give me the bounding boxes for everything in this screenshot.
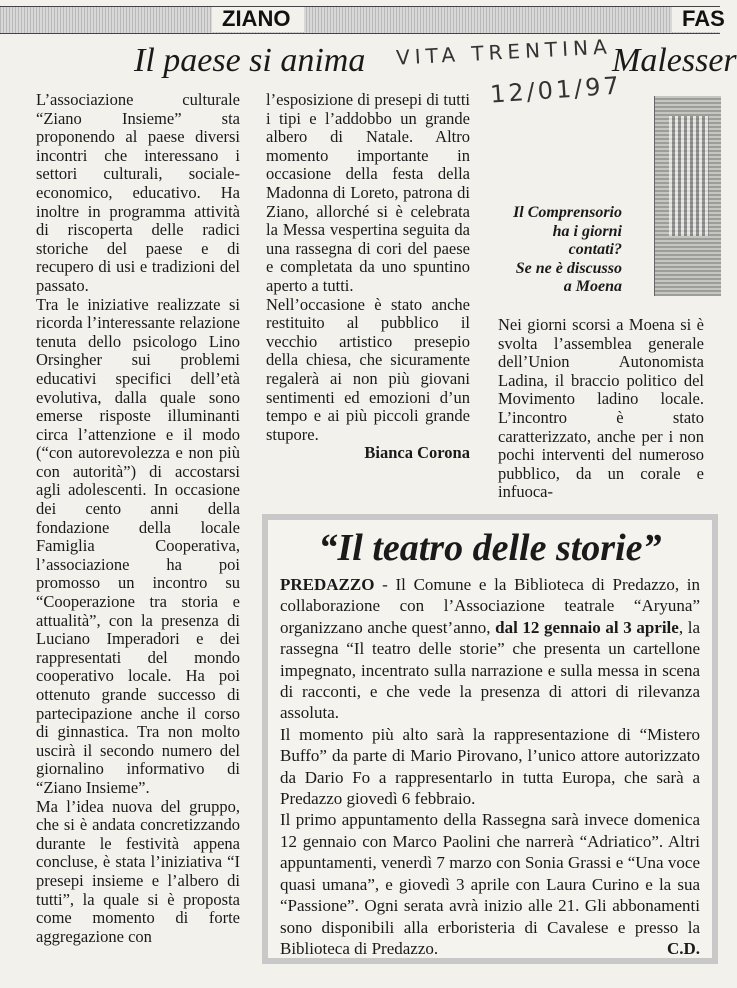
teatro-paragraph-3: Il primo appuntamento della Rassegna sarà invece domenica 12 gennaio con Marco Paolini che narrerà “Adriatico”. Altri appuntamenti, venerdì 7 marzo con Sonia Grassi e “Una voce quasi umana”, e giovedì 3 aprile con Laura Curino e la sua “Passione”. Ogni serata avrà inizio alle 21. Gli abbonamenti sono disponibili alla erboristeria di Cavalese e presso la Biblioteca di Predazzo. C.D. [280, 810, 700, 958]
article-paragraph: Ma l’idea nuova del gruppo, che si è andata concretizzando durante le festività appena concluse, è stata l’iniziativa “I presepi insieme e l’albero di tutti”, la quale si è proposta come momento di forte aggregazione con [36, 796, 240, 946]
article-paragraph: Nei giorni scorsi a Moena si è svolta l’assemblea generale dell’Union Autonomista Ladina, il braccio politico del Movimento ladino locale. L’incontro è stato caratterizzato, anche per i non pochi interventi del numeroso pubblico, da un corale e infuoca- [498, 315, 704, 502]
article-deck [496, 204, 622, 297]
teatro-dateline: PREDAZZO [280, 575, 375, 594]
deck-line: contati? [568, 241, 622, 258]
headline-right: Malesser [612, 42, 737, 79]
article-paragraph: Nell’occasione è stato anche restituito al pubblico il vecchio artistico presepio della chiesa, che sicuramente regalerà ai non più giovani sentimenti ed emozioni d’un tempo e ai più piccoli grande stupore. [266, 294, 470, 444]
teatro-title: “Il teatro delle storie” [318, 527, 662, 569]
teatro-text [280, 574, 700, 959]
handwritten-date: 12/01/97 [489, 71, 623, 109]
article-paragraph: l’esposizione di presepi di tutti i tipi e l’addobbo un grande albero di Natale. Altro momento importante in occasione della festa della Madonna di Loreto, patrona di Ziano, allorché si è celebrata la Messa vespertina seguita da una rassegna di cori del paese e completata da uno spuntino aperto a tutti. [266, 90, 470, 295]
deck-line: Se ne è discusso [515, 259, 622, 277]
handwritten-source: VITA TRENTINA [395, 34, 613, 70]
headline-left: Il paese si anima [134, 42, 366, 79]
section-label-ziano: ZIANO [222, 6, 291, 31]
article-photo [654, 96, 721, 296]
teatro-signature: C.D. [666, 938, 700, 958]
article-column-2 [266, 91, 470, 463]
section-band-left [0, 6, 672, 34]
section-label-fas: FAS [682, 6, 725, 31]
teatro-paragraph-2: Il momento più alto sarà la rappresentazione di “Mistero Buffo” da parte di Mario Pirovano, l’unico attore autorizzato da Dario Fo a rappresentarlo in tutta Europa, che sarà a Predazzo giovedì 6 febbraio. [280, 724, 700, 809]
article-paragraph: Tra le iniziative realizzate si ricorda l’interessante relazione tenuta dello psicologo Lino Orsingher sui problemi educativi specifici dell’età evolutiva, dalla quale sono emerse risposte illuminanti circa l’attenzione e il modo (“con autorevolezza e non più con autorità”) di accostarsi agli adolescenti. In occasione dei cento anni della fondazione della locale Famiglia Cooperativa, l’associazione ha poi promosso un incontro su “Cooperazione tra storia e attualità”, con la presenza di Luciano Imperadori e dei rappresentati del mondo cooperativo locale. Ha poi ottenuto grande successo di partecipazione anche il corso di ginnastica. Tra non molto uscirà il secondo numero del giornalino informativo di “Ziano Insieme”. [36, 294, 240, 797]
teatro-paragraph-1: PREDAZZO - Il Comune e la Biblioteca di Predazzo, in collaborazione con l’Associazione teatrale “Aryuna” organizzano anche quest’anno, dal 12 gennaio al 3 aprile, la rassegna “Il teatro delle storie” che presenta un cartellone impegnato, incentrato sulla narrazione e sulla messa in scena di racconti, e che vede la presenza di attori di rilevanza assoluta. [280, 575, 700, 723]
article-paragraph: L’associazione culturale “Ziano Insieme” sta proponendo al paese diversi incontri che interessano i settori culturali, sociale-economico, educativo. Ha inoltre in programma attività di riscoperta delle radici storiche del paese e di recupero di usi e tradizioni del passato. [36, 90, 240, 295]
article-signature: Bianca Corona [364, 443, 470, 463]
article-right-text [498, 315, 704, 502]
deck-line: ha i giorni [552, 222, 622, 240]
deck-line: Il Comprensorio [513, 204, 622, 221]
deck-line: a Moena [563, 278, 622, 295]
article-column-1 [36, 91, 240, 946]
